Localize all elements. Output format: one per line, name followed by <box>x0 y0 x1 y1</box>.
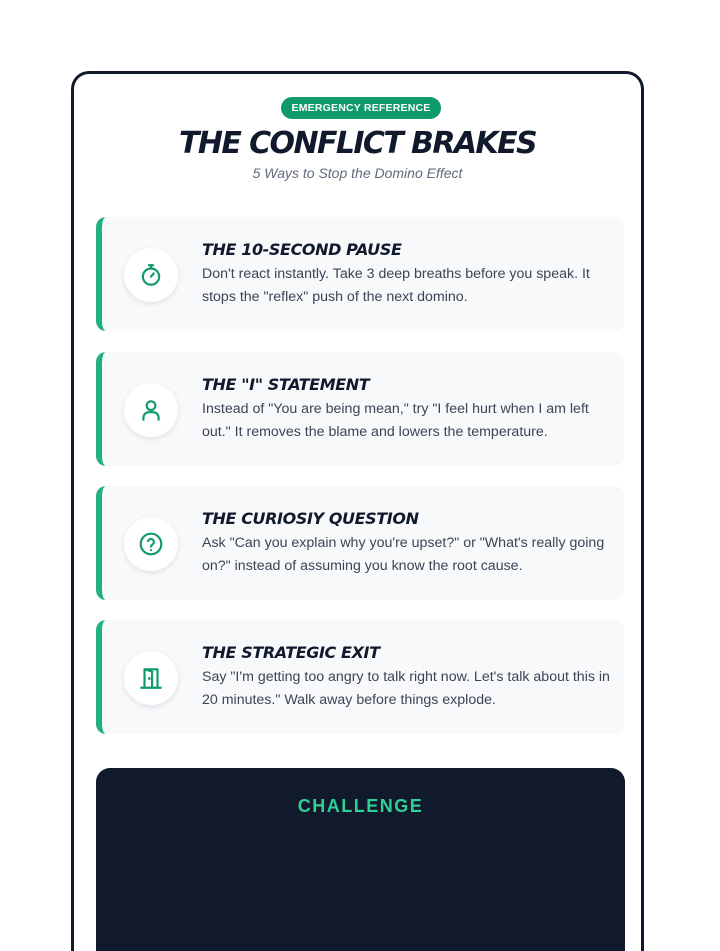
strategy-item-pause <box>96 217 624 331</box>
reference-card <box>71 71 644 951</box>
strategy-description: Say "I'm getting too angry to talk right now. Let's talk about this in 20 minutes." Walk away before things explode. <box>202 669 610 708</box>
strategy-item-i-statement <box>96 352 624 466</box>
page-title: THE CONFLICT BRAKES <box>179 126 536 161</box>
strategy-item-curiosity <box>96 486 624 600</box>
strategy-description: Don't react instantly. Take 3 deep breaths before you speak. It stops the "reflex" push of the next domino. <box>202 266 590 305</box>
strategy-item-exit <box>96 620 624 734</box>
strategy-description: Instead of "You are being mean," try "I feel hurt when I am left out." It removes the blame and lowers the temperature. <box>202 401 589 440</box>
strategy-heading: THE STRATEGIC EXIT <box>202 643 380 662</box>
page-subtitle: 5 Ways to Stop the Domino Effect <box>252 165 463 181</box>
stopwatch-icon <box>124 248 178 302</box>
strategy-heading: THE "I" STATEMENT <box>202 375 370 394</box>
door-exit-icon <box>124 651 178 705</box>
challenge-panel <box>96 768 625 951</box>
strategy-description: Ask "Can you explain why you're upset?" or "What's really going on?" instead of assuming you know the root cause. <box>202 535 605 574</box>
challenge-label: CHALLENGE <box>297 796 424 816</box>
emergency-badge: EMERGENCY REFERENCE <box>281 97 441 119</box>
strategy-heading: THE 10-SECOND PAUSE <box>202 240 402 259</box>
question-circle-icon <box>124 517 178 571</box>
strategy-heading: THE CURIOSIY QUESTION <box>202 509 419 528</box>
user-icon <box>124 383 178 437</box>
